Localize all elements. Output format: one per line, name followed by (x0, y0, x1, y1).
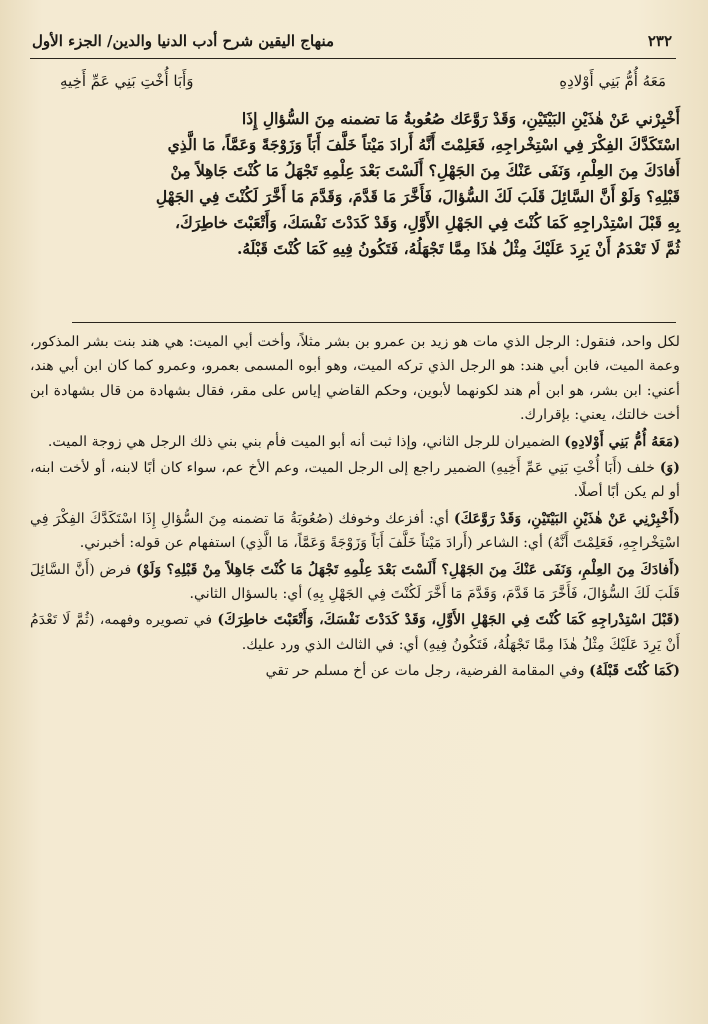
commentary-paragraph (30, 456, 680, 505)
commentary-paragraph (30, 659, 680, 683)
main-text-block (30, 106, 680, 262)
commentary-paragraph (30, 558, 680, 607)
commentary-text: الضميران للرجل الثاني، وإذا ثبت أنه أبو الميت فأم بني بني ذلك الرجل هي زوجة الميت. (47, 433, 565, 450)
commentary-paragraph (30, 507, 680, 556)
commentary-quote: (أَخْبِرْنِي عَنْ هٰذَيْنِ البَيْتَيْنِ، وَقَدْ رَوَّعَكَ) (453, 510, 680, 527)
commentary-text: فرض (أَنَّ السَّائِلَ قَلَبَ لَكَ السُّؤالَ، فَأَخَّرَ مَا قَدَّمَ، وَقَدَّمَ مَا أَخَّرَ لَكُنْتَ فِي الجَهْلِ بِهِ) أي: بالسؤال الثاني. (30, 561, 680, 603)
verse-hemistich-second: وَأَبَا أُخْتِ بَنِي عَمِّ أَخِيهِ (60, 72, 194, 90)
header-rule (30, 58, 676, 59)
commentary-text: وفي المقامة الفرضية، رجل مات عن أخ مسلم حر تقي (265, 663, 590, 680)
main-text-line: قَبْلِهِ؟ وَلَوْ أَنَّ السَّائِلَ قَلَبَ لَكَ السُّؤالَ، فَأَخَّرَ مَا قَدَّمَ، وَقَدَّمَ مَا أَخَّرَ لَكُنْتَ فِي الجَهْلِ (155, 187, 680, 206)
main-text-line: اسْتَكَدَّكَ الفِكْرَ فِي اسْتِخْراجِهِ، فَعَلِمْتَ أَنَّهُ أَرادَ مَيْتاً خَلَّفَ أَبَاً وَزَوْجَةً وَعَمَّاً، مَا الَّذِي (167, 135, 680, 154)
page-header (26, 30, 676, 58)
running-title: منهاج اليقين شرح أدب الدنيا والدين/ الجزء الأول (32, 32, 334, 50)
verse-line (30, 68, 676, 98)
commentary-paragraph (30, 430, 680, 454)
commentary-text: في تصويره وفهمه، (ثُمَّ لَا تَعْدَمُ أَنْ يَرِدَ عَلَيْكَ مِثْلُ هٰذَا مِمَّا تَجْهَلُهُ، فَتَكُونُ فِيهِ) أي: في الثالث الذي ورد عليك. (30, 612, 680, 653)
main-text-line: بِهِ قَبْلَ اسْتِدْراجِهِ كَمَا كُنْتَ فِي الجَهْلِ الأَوَّلِ، وَقَدْ كَدَدْتَ نَفْسَكَ، وَأَتْعَبْتَ خاطِرَكَ، (174, 213, 680, 232)
main-text-line: ثُمَّ لَا تَعْدَمُ أَنْ يَرِدَ عَلَيْكَ مِثْلُ هٰذَا مِمَّا تَجْهَلُهُ، فَتَكُونُ فِيهِ كَمَا كُنْتَ قَبْلَهُ. (236, 239, 680, 258)
main-text-line: أَفادَكَ مِنَ العِلْمِ، وَنَفَى عَنْكَ مِنَ الجَهْلِ؟ أَلَسْتَ بَعْدَ عِلْمِهِ تَجْهَلُ مَا كُنْتَ جَاهِلاً مِنْ (170, 161, 680, 180)
commentary-quote: (أَفادَكَ مِنَ العِلْمِ، وَنَفَى عَنْكَ مِنَ الجَهْلِ؟ أَلَسْتَ بَعْدَ عِلْمِهِ تَجْهَلُ مَا كُنْتَ جَاهِلاً مِنْ قَبْلِهِ؟ وَلَوْ) (136, 561, 680, 578)
commentary-paragraph (30, 330, 680, 428)
section-separator (72, 322, 676, 323)
verse-hemistich-first: مَعَهُ أُمُّ بَنِي أَوْلادِهِ (559, 72, 666, 90)
commentary-text: أي: أفزعك وخوفك (صُعُوبَةُ مَا تضمنه مِنَ السُّؤالِ إِذَا اسْتَكَدَّكَ الفِكْرَ فِي اسْتِخْراجِهِ، فَعَلِمْتَ أَنَّهُ) أي: الشاعر (أَرادَ مَيْتاً خَلَّفَ أَبَاً وَزَوْجَةً وَعَمَّاً، مَا الَّذِي) استفهام عن قوله: أخبرني. (30, 510, 680, 552)
commentary-text: لكل واحد، فنقول: الرجل الذي مات هو زيد بن عمرو بن بشر مثلاً، وأخت أبي الميت: هي هند بنت بشر المذكور، وعمة الميت، فابن أبي هند: هو الرجل الذي تركه الميت، وهو أبوه المسمى بعمرو، وعمرو كما كان ابن أبي هند، أعني: ابن بشر، هو ابن أم هند لكونهما لأبوين، وحكم القاضي إياس على مقر، فقال بشهادة من قال بشهادة ابن أخت خالتك، يعني: بإقرارك. (30, 334, 680, 424)
main-text-line: أَخْبِرْني عَنْ هٰذَيْنِ البَيْتَيْنِ، وَقَدْ رَوَّعَك صُعُوبةُ مَا تضمنه مِنَ السُّؤالِ إِذَا (241, 109, 680, 128)
commentary-quote: (مَعَهُ أُمُّ بَنِي أَوْلادِهِ) (564, 433, 680, 450)
commentary-quote: (كَمَا كُنْتَ قَبْلَهُ) (589, 663, 680, 680)
page-number: ٢٣٢ (647, 32, 672, 50)
commentary-paragraph (30, 608, 680, 657)
commentary-block (30, 330, 680, 686)
commentary-text: خلف (أَبَا أُخْتِ بَنِي عَمِّ أَخِيهِ) الضمير راجع إلى الرجل الميت، وعم الأخ عم، سواء كان أبًا لابنه، أو لأخت ابنه، أو لم يكن أبًا أصلًا. (30, 460, 680, 501)
commentary-quote: (وَ) (659, 460, 680, 477)
commentary-quote: (قَبْلَ اسْتِدْراجِهِ كَمَا كُنْتَ فِي الجَهْلِ الأَوَّلِ، وَقَدْ كَدَدْتَ نَفْسَكَ، وَأَتْعَبْتَ خاطِرَكَ) (217, 612, 681, 629)
